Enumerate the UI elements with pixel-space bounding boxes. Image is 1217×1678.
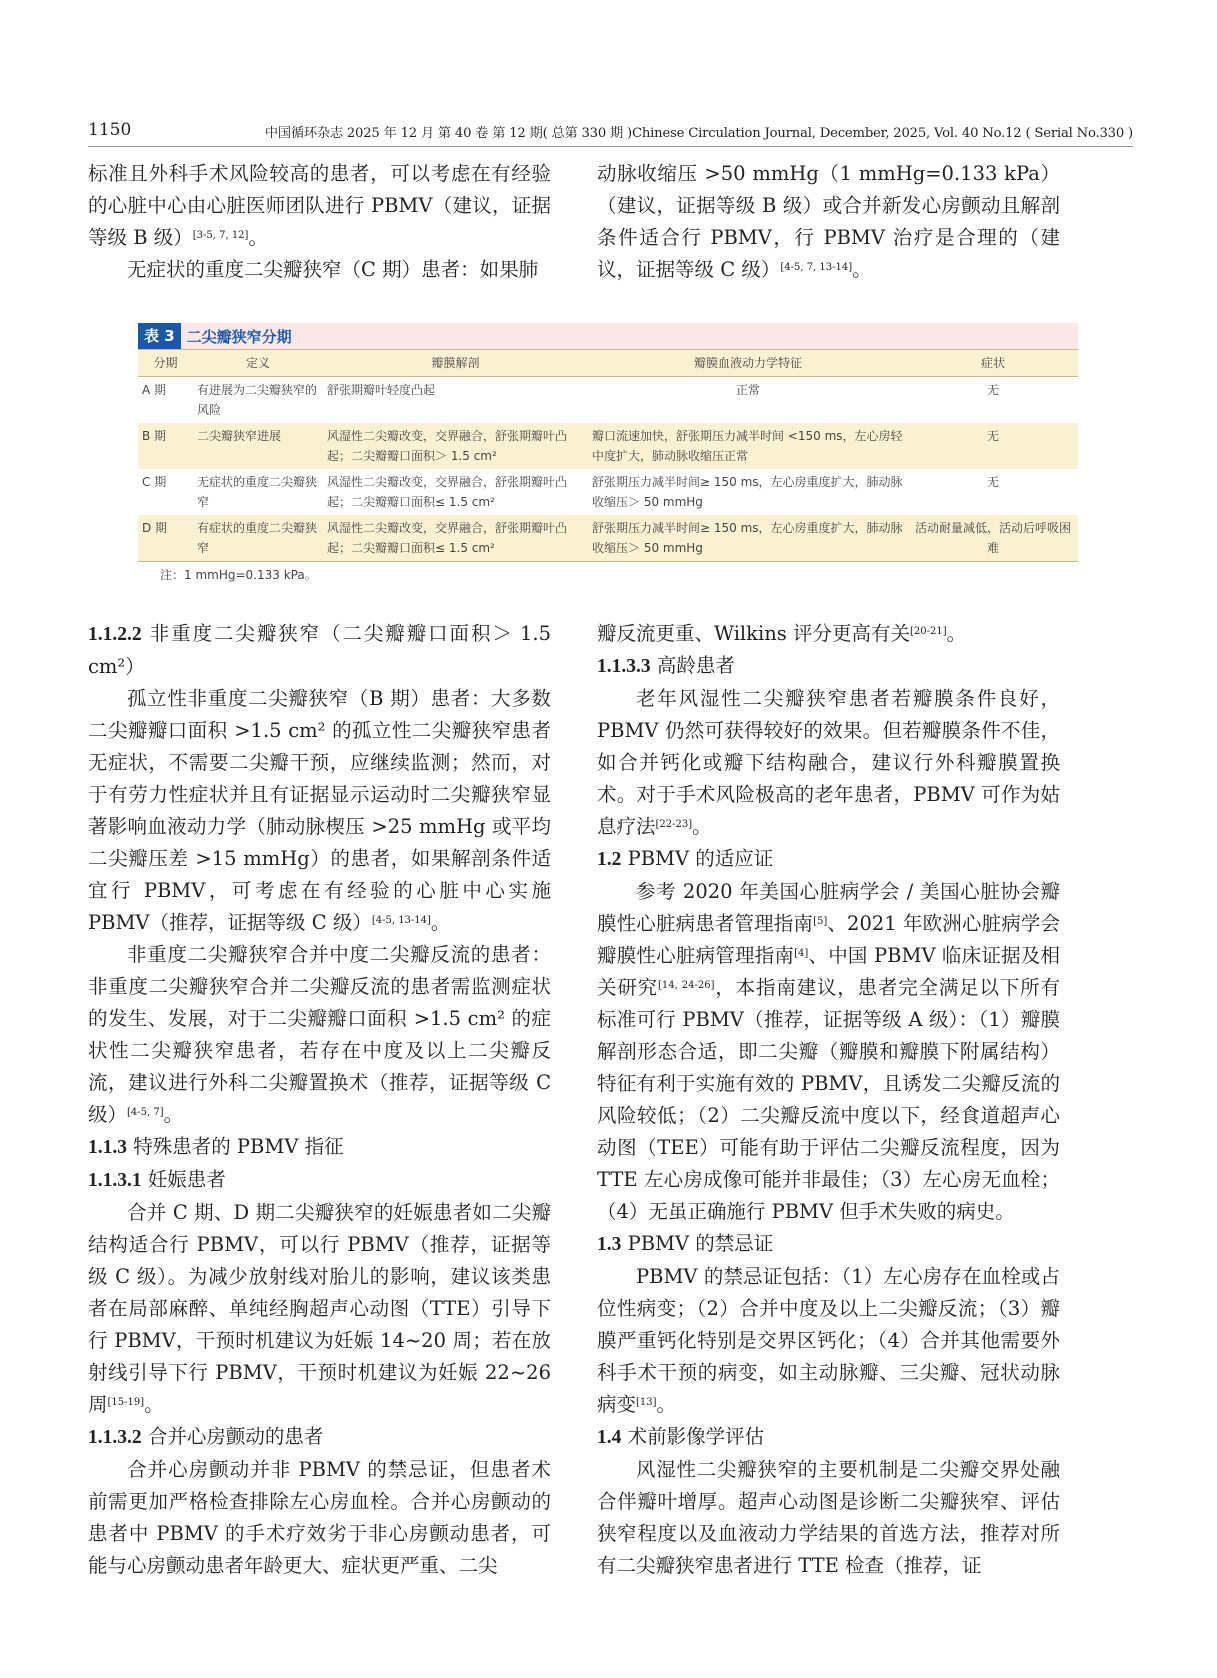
citation: [3-5, 7, 12] [192, 230, 249, 241]
cell-stage: C 期 [142, 475, 167, 489]
paragraph-text: 孤立性非重度二尖瓣狭窄（B 期）患者：大多数二尖瓣瓣口面积 >1.5 cm² 的孤立性二尖瓣狭窄患者无症状，不需要二尖瓣干预，应继续监测；然而，对于有劳力性症状并且有证据显示运动时二尖瓣狭窄显著影响血液动力学（肺动脉楔压 >25 mmHg 或平均二尖瓣压差 >15 mmHg）的患者，如果解剖条件适宜行 PBMV，可考虑在有经验的心脏中心实施 PBMV（推荐，证据等级 C 级） [88, 687, 551, 934]
table-note: 注：1 mmHg=0.133 kPa。 [160, 568, 317, 582]
cell-hemodynamics: 舒张期压力减半时间≥ 150 ms，左心房重度扩大，肺动脉收缩压＞ 50 mmHg [588, 515, 908, 562]
section-title: 术前影像学评估 [627, 1425, 765, 1448]
section-number: 1.1.3.1 [88, 1170, 142, 1191]
cell-definition: 无症状的重度二尖瓣狭窄 [197, 475, 318, 509]
citation: [4-5, 7, 13-14] [780, 262, 853, 273]
header-cell: 定义 [193, 350, 323, 377]
paragraph-text: 瓣反流更重、Wilkins 评分更高有关 [597, 622, 910, 645]
cell-hemodynamics: 舒张期压力减半时间≥ 150 ms，左心房重度扩大，肺动脉收缩压＞ 50 mmHg [592, 475, 903, 509]
journal-citation: 中国循环杂志 2025 年 12 月 第 40 卷 第 12 期( 总第 330 期 )Chinese Circulation Journal, December, 2025, Vol. 40 No.12 ( Serial No.330 ) [264, 126, 1133, 141]
section-number: 1.1.3.2 [88, 1427, 142, 1448]
cell-definition: 有症状的重度二尖瓣狭窄 [193, 515, 323, 562]
citation: [20-21] [910, 626, 947, 637]
period: 。 [248, 226, 268, 249]
paragraph [88, 1454, 551, 1582]
section-heading [88, 1131, 551, 1164]
paragraph-text: 、中国 PBMV 临床证据及相关研究 [597, 944, 1060, 999]
paragraph [597, 618, 1060, 650]
left-column [88, 618, 551, 1582]
paragraph [88, 254, 551, 286]
period: 。 [144, 1393, 164, 1416]
citation: [15-19] [107, 1397, 145, 1408]
paragraph [597, 1454, 1060, 1582]
paragraph-text: PBMV 的禁忌证包括：（1）左心房存在血栓或占位性病变；（2）合并中度及以上二尖瓣反流；（3）瓣膜严重钙化特别是交界区钙化；（4）合并其他需要外科手术干预的病变，如主动脉瓣、三尖瓣、冠状动脉病变 [597, 1265, 1060, 1416]
table-header-row [138, 350, 1078, 377]
header-cell: 症状 [908, 350, 1078, 377]
paragraph [597, 683, 1060, 843]
paragraph-text: 非重度二尖瓣狭窄合并中度二尖瓣反流的患者：非重度二尖瓣狭窄合并二尖瓣反流的患者需监测症状的发生、发展，对于二尖瓣瓣口面积 >1.5 cm² 的症状性二尖瓣狭窄患者，若存在中度及以上二尖瓣反流，建议进行外科二尖瓣置换术（推荐，证据等级 C 级） [88, 943, 551, 1126]
cell-anatomy: 风湿性二尖瓣改变，交界融合，舒张期瓣叶凸起；二尖瓣瓣口面积＞ 1.5 cm² [323, 423, 588, 469]
section-number: 1.2 [597, 849, 622, 870]
paragraph [597, 158, 1060, 286]
header-cell: 瓣膜血液动力学特征 [588, 350, 908, 377]
section-number: 1.3 [597, 1234, 622, 1255]
paragraph-text: 参考 2020 年美国心脏病学会 / 美国心脏协会瓣膜性心脏病患者管理指南 [597, 880, 1060, 935]
top-right-column [597, 158, 1060, 286]
table-caption [138, 323, 1078, 349]
paragraph [597, 876, 1060, 1228]
section-heading [88, 618, 551, 683]
cell-anatomy: 舒张期瓣叶轻度凸起 [327, 383, 436, 397]
section-title: 妊娠患者 [147, 1168, 226, 1191]
cell-symptom: 活动耐量减低，活动后呼吸困难 [908, 515, 1078, 562]
cell-anatomy: 风湿性二尖瓣改变，交界融合，舒张期瓣叶凸起；二尖瓣瓣口面积≤ 1.5 cm² [323, 515, 588, 562]
paragraph-text: 、2021 年欧洲心脏病学会瓣膜性心脏病管理指南 [597, 912, 1060, 967]
citation: [4-5, 13-14] [371, 915, 431, 926]
section-number: 1.1.3 [88, 1137, 127, 1158]
cell-anatomy: 风湿性二尖瓣改变，交界融合，舒张期瓣叶凸起；二尖瓣瓣口面积≤ 1.5 cm² [327, 475, 568, 509]
citation: [22-23] [655, 819, 693, 830]
cell-stage: B 期 [138, 423, 193, 469]
stage-table [138, 323, 1078, 583]
section-title: PBMV 的禁忌证 [627, 1232, 774, 1255]
cell-definition: 二尖瓣狭窄进展 [193, 423, 323, 469]
section-heading [597, 1228, 1060, 1261]
citation: [4-5, 7] [127, 1107, 164, 1118]
table-row [138, 423, 1078, 469]
paragraph-text: 无症状的重度二尖瓣狭窄（C 期）患者：如果肺 [127, 258, 539, 281]
paragraph-text: 动脉收缩压 >50 mmHg（1 mmHg=0.133 kPa）（建议，证据等级 B 级）或合并新发心房颤动且解剖条件适合行 PBMV，行 PBMV 治疗是合理的（建议，证据等级 C 级） [597, 162, 1060, 281]
paragraph-text: ，本指南建议，患者完全满足以下所有标准可行 PBMV（推荐，证据等级 A 级）：（1）瓣膜解剖形态合适，即二尖瓣（瓣膜和瓣膜下附属结构）特征有利于实施有效的 PBMV，且诱发二尖瓣反流的风险较低；（2）二尖瓣反流中度以下，经食道超声心动图（TEE）可能有助于评估二尖瓣反流程度，因为 TTE 左心房成像可能并非最佳；（3）左心房无血栓；（4）无虽正确施行 PBMV 但手术失败的病史。 [597, 976, 1060, 1223]
table-row [138, 515, 1078, 562]
cell-stage: D 期 [138, 515, 193, 562]
citation: [4] [794, 948, 809, 959]
table [138, 349, 1078, 562]
table-title: 二尖瓣狭窄分期 [186, 327, 292, 346]
section-title: 合并心房颤动的患者 [147, 1425, 324, 1448]
citation: [14, 24-26] [657, 980, 715, 991]
paragraph [88, 939, 551, 1131]
period: 。 [852, 258, 872, 281]
period: 。 [430, 911, 451, 934]
paragraph [88, 158, 551, 254]
section-heading [597, 843, 1060, 876]
table-number: 表 3 [138, 323, 181, 349]
cell-stage: A 期 [142, 383, 167, 397]
table-row [138, 469, 1078, 515]
top-left-column [88, 158, 551, 286]
section-title: PBMV 的适应证 [627, 847, 774, 870]
section-number: 1.1.2.2 [88, 624, 142, 645]
paragraph-text: 合并心房颤动并非 PBMV 的禁忌证，但患者术前需更加严格检查排除左心房血栓。合并心房颤动的患者中 PBMV 的手术疗效劣于非心房颤动患者，可能与心房颤动患者年龄更大、症状更严重、二尖 [88, 1458, 551, 1577]
period: 。 [656, 1393, 677, 1416]
citation: [13] [636, 1397, 657, 1408]
paragraph [88, 1197, 551, 1421]
section-number: 1.4 [597, 1427, 622, 1448]
paragraph-text: 老年风湿性二尖瓣狭窄患者若瓣膜条件良好，PBMV 仍然可获得较好的效果。但若瓣膜条件不佳，如合并钙化或瓣下结构融合，建议行外科瓣膜置换术。对于手术风险极高的老年患者，PBMV 可作为姑息疗法 [597, 687, 1060, 838]
paragraph [597, 1261, 1060, 1421]
section-title: 特殊患者的 PBMV 指征 [133, 1135, 344, 1158]
paragraph-text: 风湿性二尖瓣狭窄的主要机制是二尖瓣交界处融合伴瓣叶增厚。超声心动图是诊断二尖瓣狭窄、评估狭窄程度以及血液动力学结果的首选方法，推荐对所有二尖瓣狭窄患者进行 TTE 检查（推荐，证 [597, 1458, 1060, 1577]
section-title: 高龄患者 [656, 654, 735, 677]
running-header [88, 120, 1133, 147]
cell-symptom: 无 [986, 475, 999, 489]
cell-symptom: 无 [986, 383, 999, 397]
section-heading [88, 1421, 551, 1454]
section-number: 1.1.3.3 [597, 656, 651, 677]
right-column [597, 618, 1060, 1582]
paragraph-text: 合并 C 期、D 期二尖瓣狭窄的妊娠患者如二尖瓣结构适合行 PBMV，可以行 PBMV（推荐，证据等级 C 级）。为减少放射线对胎儿的影响，建议该类患者在局部麻醉、单纯经胸超声心动图（TTE）引导下行 PBMV，干预时机建议为妊娠 14~20 周；若在放射线引导下行 PBMV，干预时机建议为妊娠 22~26 周 [88, 1201, 551, 1416]
cell-hemodynamics: 正常 [735, 383, 760, 397]
period: 。 [692, 815, 712, 838]
header-cell: 分期 [138, 350, 193, 377]
cell-definition: 有进展为二尖瓣狭窄的风险 [197, 383, 318, 417]
period: 。 [163, 1103, 184, 1126]
page-number: 1150 [88, 120, 132, 140]
citation: [5] [813, 916, 828, 927]
cell-symptom: 无 [908, 423, 1078, 469]
cell-hemodynamics: 瓣口流速加快，舒张期压力减半时间 <150 ms，左心房轻中度扩大，肺动脉收缩压正常 [588, 423, 908, 469]
section-title: 非重度二尖瓣狭窄（二尖瓣瓣口面积＞ 1.5 cm²） [88, 622, 551, 678]
section-heading [88, 1164, 551, 1197]
paragraph-text: 标准且外科手术风险较高的患者，可以考虑在有经验的心脏中心由心脏医师团队进行 PBMV（建议，证据等级 B 级） [88, 162, 551, 249]
header-cell: 瓣膜解剖 [323, 350, 588, 377]
table-row [138, 377, 1078, 424]
paragraph [88, 683, 551, 939]
section-heading [597, 1421, 1060, 1454]
section-heading [597, 650, 1060, 683]
period: 。 [946, 622, 967, 645]
